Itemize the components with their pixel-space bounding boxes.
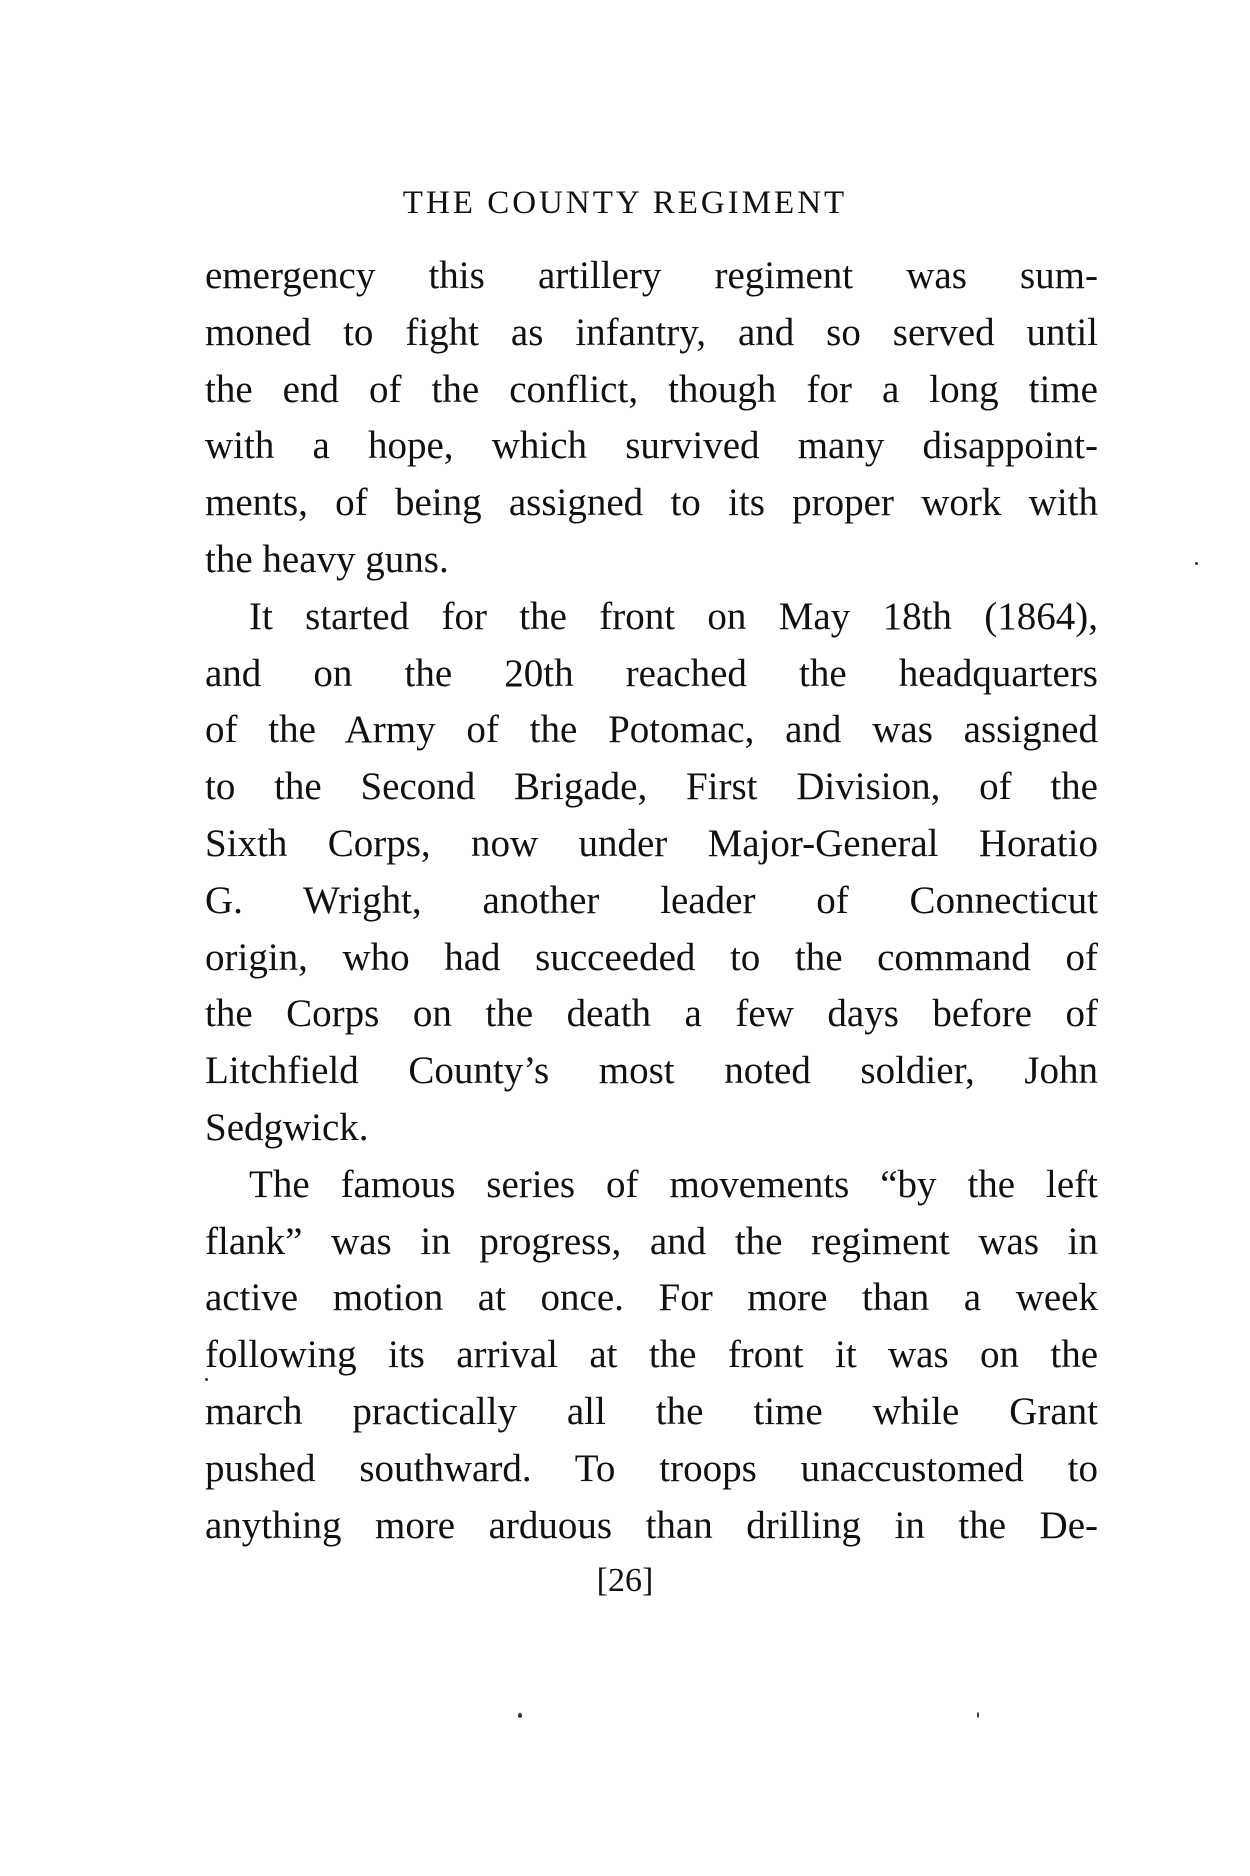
text-line: with a hope, which survived many disappoint-	[205, 424, 1098, 468]
text-line: and on the 20th reached the headquarters	[205, 651, 1098, 695]
text-line: The famous series of movements “by the left	[249, 1162, 1098, 1206]
text-line: origin, who had succeeded to the command of	[205, 935, 1098, 979]
text-line: ments, of being assigned to its proper work with	[205, 481, 1098, 525]
text-line: emergency this artillery regiment was sum-	[205, 254, 1098, 297]
text-line: Litchfield County’s most noted soldier, John	[205, 1049, 1098, 1093]
scan-speck	[977, 1712, 979, 1718]
running-header: THE COUNTY REGIMENT	[402, 185, 848, 221]
text-line: G. Wright, another leader of Connecticut	[205, 878, 1098, 922]
text-line: It started for the front on May 18th (1864),	[249, 594, 1098, 638]
text-line: active motion at once. For more than a week	[205, 1276, 1098, 1320]
text-line: following its arrival at the front it was on the	[205, 1333, 1098, 1377]
page-number: [26]	[596, 1562, 654, 1599]
text-line: the end of the conflict, though for a long time	[205, 367, 1098, 411]
text-line: pushed southward. To troops unaccustomed to	[205, 1446, 1098, 1490]
text-line: to the Second Brigade, First Division, of the	[205, 765, 1098, 809]
text-line: anything more arduous than drilling in the De-	[205, 1503, 1098, 1547]
text-line: the Corps on the death a few days before of	[205, 992, 1098, 1036]
body-text	[205, 248, 1098, 1554]
text-line: moned to fight as infantry, and so served until	[205, 310, 1098, 354]
text-line: Sedgwick.	[205, 1105, 369, 1149]
scan-speck	[205, 1378, 208, 1381]
text-line: the heavy guns.	[205, 537, 449, 581]
scan-speck	[518, 1713, 522, 1718]
text-line: march practically all the time while Grant	[205, 1389, 1098, 1433]
scan-speck	[1195, 562, 1198, 565]
text-line: of the Army of the Potomac, and was assigned	[205, 708, 1098, 752]
text-line: flank” was in progress, and the regiment was in	[205, 1219, 1098, 1263]
text-line: Sixth Corps, now under Major-General Horatio	[205, 821, 1098, 865]
